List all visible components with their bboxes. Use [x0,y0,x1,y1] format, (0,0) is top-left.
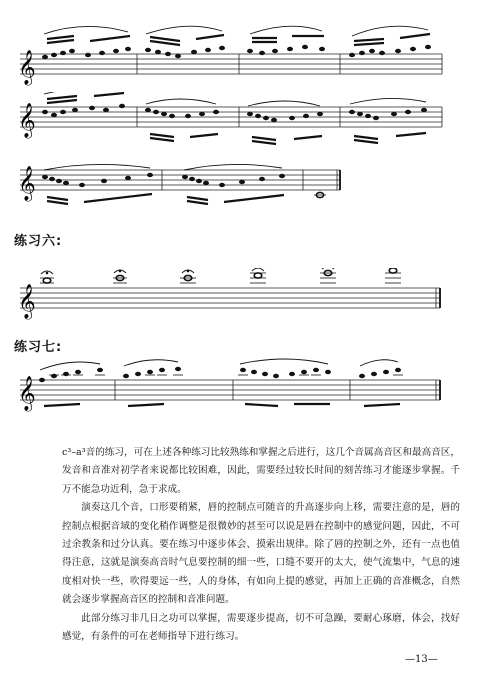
treble-clef-icon: 𝄞 [18,166,36,201]
pitch-range: c³–a³ [62,447,86,458]
exercise-7-title: 练习七: [14,340,63,355]
paragraph-1: c³–a³音的练习，可在上述各种练习比较熟练和掌握之后进行，这几个音属高音区和最高音区，发音和音准对初学者来说都比较困难，因此，需要经过较长时间的刻苦练习才能逐步掌握。千万不能急功近利，急于求成。 [62,447,460,495]
music-staff-exercise-6 [0,268,493,328]
music-staff-2 [0,92,493,162]
treble-clef-icon: 𝄞 [18,50,36,85]
music-staff-exercise-7 [0,358,493,418]
treble-clef-icon: 𝄞 [18,103,36,138]
paragraph-2: 演奏这几个音，口形要稍紧，唇的控制点可随音的升高逐步向上移，需要注意的是，唇的控制点根据音域的变化稍作调整是很微妙的甚至可以说是唇在控制中的感觉问题，因此，不可过余教条和过分认真。要在练习中逐步体会、摸索出规律。除了唇的控制之外，还有一点也值得注意，这就是演奏高音时气息要控制的细一些，口缝不要开的太大，使气流集中，气息的速度相对快一些，吹得要远一些，人的身体，有如向上提的感觉，再加上正确的音准概念，自然就会逐步掌握高音区的控制和音准问题。 [62,502,460,606]
treble-clef-icon: 𝄞 [18,284,36,319]
treble-clef-icon: 𝄞 [18,376,36,411]
body-text [62,444,460,646]
music-staff-3 [0,160,493,220]
page-number: —13— [405,654,438,665]
music-staff-1 [0,22,493,102]
exercise-6-title: 练习六: [14,234,63,249]
paragraph-3: 此部分练习非几日之功可以掌握，需要逐步提高，切不可急躁，要耐心琢磨，体会，找好感觉，有条件的可在老师指导下进行练习。 [62,612,460,643]
